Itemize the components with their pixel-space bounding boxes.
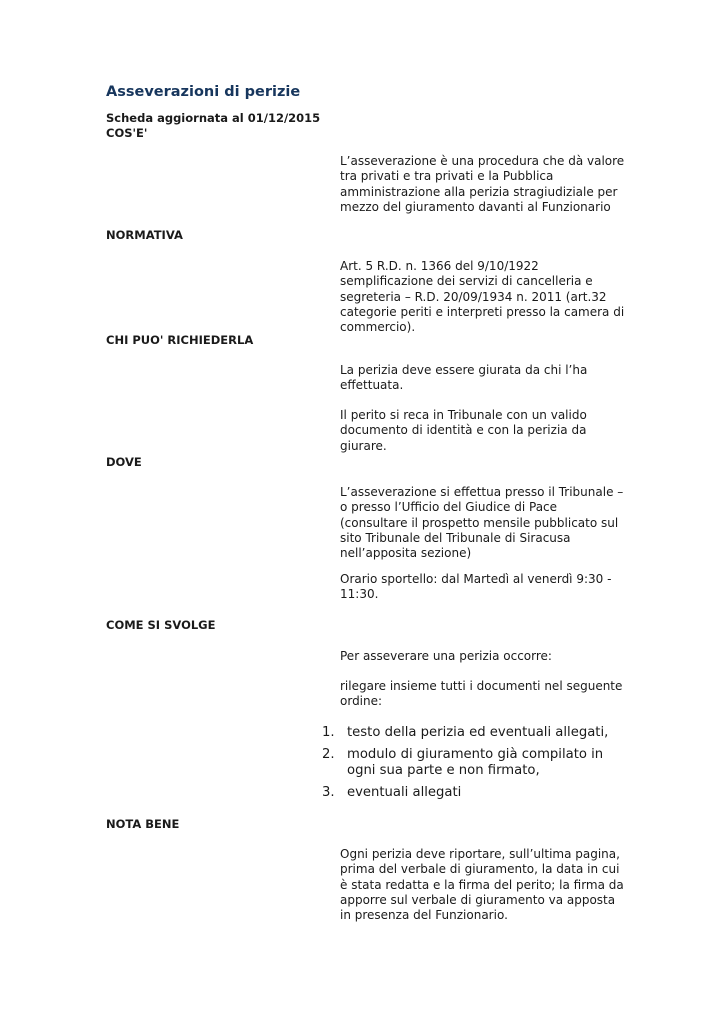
document-order-list bbox=[322, 725, 622, 806]
list-item bbox=[322, 725, 622, 742]
list-item bbox=[322, 785, 622, 802]
section-text-cose: L’asseverazione è una procedura che dà valore tra privati e tra privati e la Pubblica amministrazione alla perizia stragiudiziale per mezzo del giuramento davanti al Funzionario bbox=[340, 154, 625, 214]
section-text-chi-2: Il perito si reca in Tribunale con un valido documento di identità e con la perizia da giurare. bbox=[340, 408, 587, 453]
section-text-dove-2: Orario sportello: dal Martedì al venerdì 9:30 - 11:30. bbox=[340, 572, 612, 602]
update-date: Scheda aggiornata al 01/12/2015 bbox=[106, 111, 321, 125]
section-text-nota: Ogni perizia deve riportare, sull’ultima pagina, prima del verbale di giuramento, la data in cui è stata redatta e la firma del perito; la firma da apporre sul verbale di giuramento va apposta in presenza del Funzionario. bbox=[340, 847, 624, 923]
section-text-chi-1: La perizia deve essere giurata da chi l’ha effettuata. bbox=[340, 363, 588, 393]
document-title: Asseverazioni di perizie bbox=[106, 84, 301, 100]
list-item-text: testo della perizia ed eventuali allegati, bbox=[347, 725, 609, 740]
section-text-come-1: Per asseverare una perizia occorre: bbox=[340, 649, 552, 663]
section-text-dove-1: L’asseverazione si effettua presso il Tribunale – o presso l’Ufficio del Giudice di Pace (consultare il prospetto mensile pubblicato sul sito Tribunale del Tribunale di Siracusa nell’apposita sezione) bbox=[340, 485, 624, 561]
section-heading-cose: COS'E' bbox=[106, 126, 148, 140]
section-heading-chi: CHI PUO' RICHIEDERLA bbox=[106, 333, 254, 347]
section-text-normativa: Art. 5 R.D. n. 1366 del 9/10/1922 semplificazione dei servizi di cancelleria e segreteria – R.D. 20/09/1934 n. 2011 (art.32 categorie periti e interpreti presso la camera di commercio). bbox=[340, 259, 625, 335]
list-item-number: 3. bbox=[322, 784, 335, 800]
list-item bbox=[322, 747, 622, 780]
section-heading-dove: DOVE bbox=[106, 455, 142, 469]
list-item-number: 2. bbox=[322, 746, 335, 762]
list-item-text: eventuali allegati bbox=[347, 784, 462, 800]
list-item-text: modulo di giuramento già compilato in ogni sua parte e non firmato, bbox=[347, 746, 604, 779]
section-heading-come: COME SI SVOLGE bbox=[106, 618, 216, 632]
list-item-number: 1. bbox=[322, 725, 335, 740]
section-heading-normativa: NORMATIVA bbox=[106, 228, 183, 242]
section-heading-nota: NOTA BENE bbox=[106, 817, 180, 831]
section-text-come-2: rilegare insieme tutti i documenti nel seguente ordine: bbox=[340, 679, 623, 709]
